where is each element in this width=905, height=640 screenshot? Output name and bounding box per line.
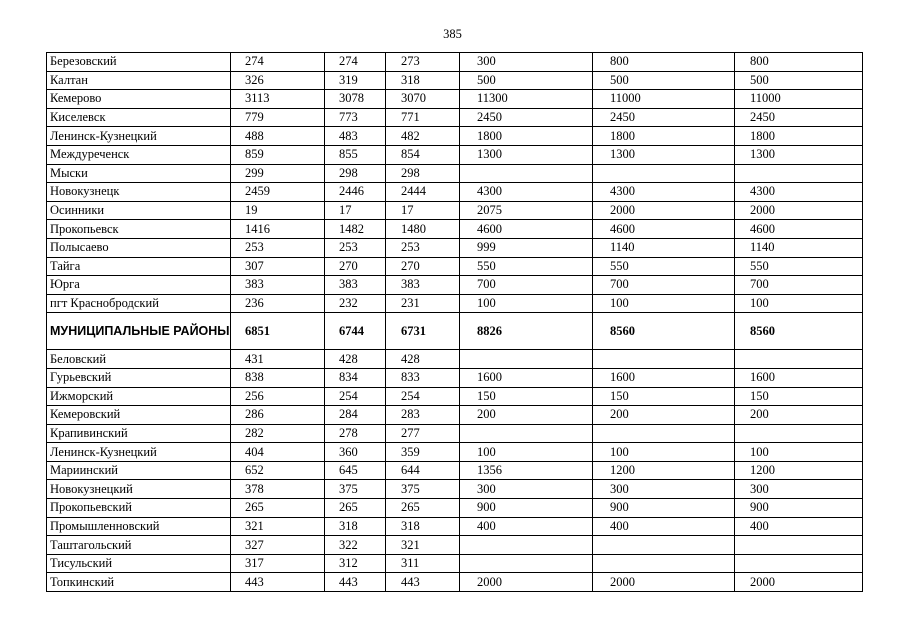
value-cell-6: 2450 [735,108,863,127]
row-name-cell: Калтан [47,71,231,90]
table-row [47,406,863,425]
value-cell-4 [460,164,593,183]
value-cell-3: 1480 [386,220,460,239]
value-cell-2: 318 [325,517,386,536]
table-row [47,517,863,536]
value-cell-2: 232 [325,294,386,313]
value-cell-2: 312 [325,554,386,573]
value-cell-3: 2444 [386,183,460,202]
value-cell-3: 318 [386,71,460,90]
value-cell-3: 270 [386,257,460,276]
value-cell-2: 855 [325,145,386,164]
value-cell-3: 482 [386,127,460,146]
table-row [47,424,863,443]
row-name-cell: Тисульский [47,554,231,573]
value-cell-2: 284 [325,406,386,425]
table-row [47,90,863,109]
value-cell-4: 400 [460,517,593,536]
table-row [47,145,863,164]
row-name-cell: Новокузнецкий [47,480,231,499]
value-cell-4: 500 [460,71,593,90]
value-cell-6: 8560 [735,313,863,350]
value-cell-1: 488 [231,127,325,146]
row-name-cell: Ленинск-Кузнецкий [47,443,231,462]
value-cell-1: 327 [231,536,325,555]
row-name-cell: Кемерово [47,90,231,109]
value-cell-6: 300 [735,480,863,499]
value-cell-1: 1416 [231,220,325,239]
value-cell-3: 359 [386,443,460,462]
table-row [47,499,863,518]
value-cell-2: 428 [325,350,386,369]
value-cell-6: 700 [735,276,863,295]
row-name-cell: Ижморский [47,387,231,406]
value-cell-6 [735,424,863,443]
row-name-cell: Гурьевский [47,368,231,387]
value-cell-4: 150 [460,387,593,406]
value-cell-2: 360 [325,443,386,462]
table-row [47,350,863,369]
value-cell-6 [735,536,863,555]
value-cell-2: 319 [325,71,386,90]
value-cell-4: 4600 [460,220,593,239]
value-cell-4: 1356 [460,461,593,480]
value-cell-5: 150 [593,387,735,406]
value-cell-1: 256 [231,387,325,406]
value-cell-4: 300 [460,53,593,72]
value-cell-5: 4300 [593,183,735,202]
value-cell-5: 800 [593,53,735,72]
row-name-cell: Полысаево [47,238,231,257]
value-cell-3: 253 [386,238,460,257]
value-cell-2: 383 [325,276,386,295]
row-name-cell: Ленинск-Кузнецкий [47,127,231,146]
value-cell-5: 550 [593,257,735,276]
value-cell-1: 859 [231,145,325,164]
value-cell-6: 200 [735,406,863,425]
value-cell-2: 375 [325,480,386,499]
value-cell-4: 2000 [460,573,593,592]
value-cell-6: 100 [735,443,863,462]
row-name-cell: Междуреченск [47,145,231,164]
value-cell-5 [593,536,735,555]
value-cell-4: 1300 [460,145,593,164]
value-cell-3: 644 [386,461,460,480]
value-cell-5: 4600 [593,220,735,239]
value-cell-5: 2450 [593,108,735,127]
value-cell-4: 1800 [460,127,593,146]
value-cell-5: 400 [593,517,735,536]
row-name-cell: Кемеровский [47,406,231,425]
value-cell-2: 298 [325,164,386,183]
value-cell-4 [460,536,593,555]
value-cell-1: 253 [231,238,325,257]
row-name-cell: Мариинский [47,461,231,480]
value-cell-6: 900 [735,499,863,518]
value-cell-5: 11000 [593,90,735,109]
value-cell-1: 431 [231,350,325,369]
value-cell-4: 300 [460,480,593,499]
row-name-cell: Прокопьевск [47,220,231,239]
value-cell-2: 2446 [325,183,386,202]
value-cell-2: 278 [325,424,386,443]
value-cell-1: 2459 [231,183,325,202]
value-cell-1: 779 [231,108,325,127]
value-cell-5: 500 [593,71,735,90]
table-row [47,201,863,220]
value-cell-1: 307 [231,257,325,276]
value-cell-3: 771 [386,108,460,127]
value-cell-4: 2075 [460,201,593,220]
value-cell-6: 1200 [735,461,863,480]
value-cell-6: 4300 [735,183,863,202]
value-cell-5: 2000 [593,201,735,220]
row-name-cell: Киселевск [47,108,231,127]
value-cell-5: 200 [593,406,735,425]
value-cell-3: 443 [386,573,460,592]
row-name-cell: Промышленновский [47,517,231,536]
value-cell-1: 317 [231,554,325,573]
value-cell-2: 645 [325,461,386,480]
table-row [47,461,863,480]
value-cell-6 [735,350,863,369]
value-cell-5: 100 [593,443,735,462]
value-cell-1: 321 [231,517,325,536]
table-row [47,387,863,406]
value-cell-6: 800 [735,53,863,72]
value-cell-1: 378 [231,480,325,499]
table-row [47,164,863,183]
value-cell-6: 1800 [735,127,863,146]
value-cell-6: 1140 [735,238,863,257]
value-cell-2: 3078 [325,90,386,109]
value-cell-5: 900 [593,499,735,518]
value-cell-4: 11300 [460,90,593,109]
value-cell-1: 236 [231,294,325,313]
value-cell-2: 265 [325,499,386,518]
value-cell-6: 150 [735,387,863,406]
value-cell-4: 2450 [460,108,593,127]
row-name-cell: Топкинский [47,573,231,592]
value-cell-6: 550 [735,257,863,276]
value-cell-1: 19 [231,201,325,220]
value-cell-5: 700 [593,276,735,295]
value-cell-6: 2000 [735,201,863,220]
value-cell-4: 999 [460,238,593,257]
table-row [47,536,863,555]
table-row [47,53,863,72]
value-cell-4 [460,554,593,573]
row-name-cell: Юрга [47,276,231,295]
value-cell-2: 443 [325,573,386,592]
value-cell-2: 1482 [325,220,386,239]
table-row [47,183,863,202]
table-row [47,108,863,127]
value-cell-5: 2000 [593,573,735,592]
value-cell-3: 318 [386,517,460,536]
value-cell-5: 1140 [593,238,735,257]
value-cell-4: 100 [460,443,593,462]
value-cell-3: 273 [386,53,460,72]
value-cell-6: 400 [735,517,863,536]
value-cell-2: 254 [325,387,386,406]
table-body [47,53,863,592]
table-row [47,71,863,90]
value-cell-4: 700 [460,276,593,295]
value-cell-2: 773 [325,108,386,127]
value-cell-5 [593,350,735,369]
value-cell-6: 2000 [735,573,863,592]
value-cell-1: 838 [231,368,325,387]
value-cell-1: 282 [231,424,325,443]
value-cell-3: 375 [386,480,460,499]
page-number: 385 [443,27,462,41]
table-row [47,443,863,462]
value-cell-3: 321 [386,536,460,555]
value-cell-6 [735,164,863,183]
row-name-cell: Крапивинский [47,424,231,443]
value-cell-3: 298 [386,164,460,183]
row-name-cell: Тайга [47,257,231,276]
value-cell-3: 254 [386,387,460,406]
row-name-cell: Мыски [47,164,231,183]
row-name-cell: МУНИЦИПАЛЬНЫЕ РАЙОНЫ [47,313,231,350]
value-cell-3: 833 [386,368,460,387]
value-cell-1: 383 [231,276,325,295]
value-cell-2: 483 [325,127,386,146]
value-cell-5 [593,424,735,443]
value-cell-1: 326 [231,71,325,90]
value-cell-5: 1600 [593,368,735,387]
row-name-cell: Беловский [47,350,231,369]
value-cell-1: 404 [231,443,325,462]
value-cell-3: 277 [386,424,460,443]
row-name-cell: Новокузнецк [47,183,231,202]
value-cell-6: 1600 [735,368,863,387]
value-cell-5: 8560 [593,313,735,350]
value-cell-5: 1800 [593,127,735,146]
value-cell-1: 286 [231,406,325,425]
table-row [47,220,863,239]
value-cell-5 [593,554,735,573]
table-row [47,276,863,295]
value-cell-3: 3070 [386,90,460,109]
value-cell-5: 1200 [593,461,735,480]
table-row [47,554,863,573]
value-cell-3: 231 [386,294,460,313]
value-cell-2: 274 [325,53,386,72]
value-cell-3: 311 [386,554,460,573]
value-cell-2: 17 [325,201,386,220]
row-name-cell: Осинники [47,201,231,220]
table-row [47,238,863,257]
value-cell-4: 550 [460,257,593,276]
value-cell-1: 6851 [231,313,325,350]
value-cell-1: 274 [231,53,325,72]
table-row [47,368,863,387]
value-cell-5: 300 [593,480,735,499]
value-cell-2: 322 [325,536,386,555]
value-cell-3: 428 [386,350,460,369]
value-cell-1: 443 [231,573,325,592]
value-cell-5 [593,164,735,183]
value-cell-4: 4300 [460,183,593,202]
table-row [47,573,863,592]
table-row [47,480,863,499]
value-cell-3: 283 [386,406,460,425]
value-cell-6: 100 [735,294,863,313]
value-cell-3: 17 [386,201,460,220]
value-cell-3: 854 [386,145,460,164]
value-cell-3: 265 [386,499,460,518]
row-name-cell: Прокопьевский [47,499,231,518]
value-cell-4 [460,350,593,369]
value-cell-1: 265 [231,499,325,518]
table-row [47,127,863,146]
row-name-cell: Березовский [47,53,231,72]
value-cell-6: 11000 [735,90,863,109]
value-cell-2: 834 [325,368,386,387]
value-cell-4: 900 [460,499,593,518]
value-cell-4: 100 [460,294,593,313]
value-cell-3: 6731 [386,313,460,350]
table-row [47,257,863,276]
row-name-cell: Таштагольский [47,536,231,555]
value-cell-4: 1600 [460,368,593,387]
value-cell-6: 1300 [735,145,863,164]
value-cell-5: 100 [593,294,735,313]
value-cell-4: 8826 [460,313,593,350]
value-cell-4 [460,424,593,443]
data-table [46,52,863,592]
value-cell-5: 1300 [593,145,735,164]
value-cell-1: 3113 [231,90,325,109]
value-cell-6: 4600 [735,220,863,239]
value-cell-6 [735,554,863,573]
value-cell-2: 270 [325,257,386,276]
value-cell-6: 500 [735,71,863,90]
value-cell-1: 299 [231,164,325,183]
value-cell-2: 6744 [325,313,386,350]
value-cell-2: 253 [325,238,386,257]
value-cell-1: 652 [231,461,325,480]
table-row [47,294,863,313]
value-cell-4: 200 [460,406,593,425]
value-cell-3: 383 [386,276,460,295]
table-row [47,313,863,350]
row-name-cell: пгт Краснобродский [47,294,231,313]
